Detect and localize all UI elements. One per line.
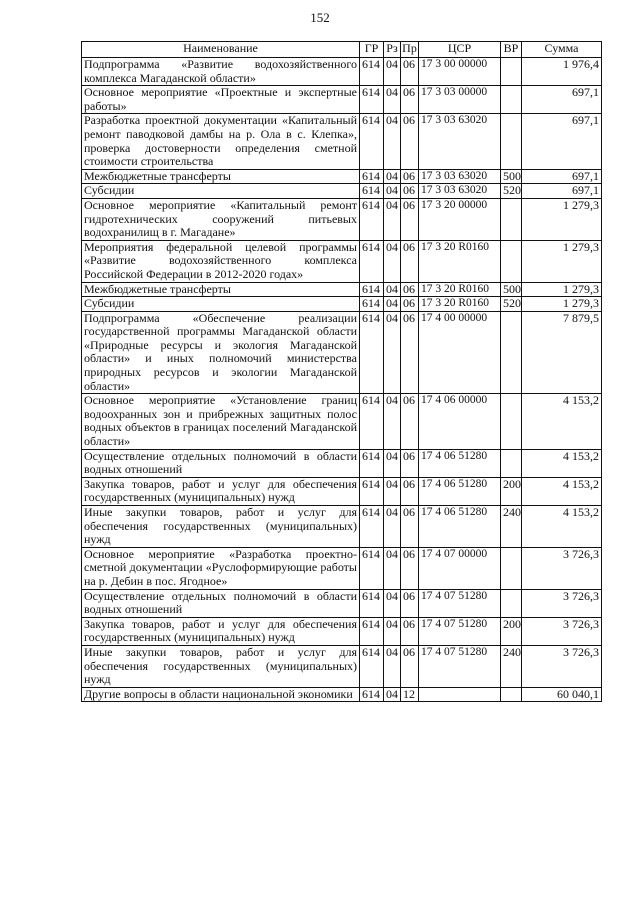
cell-sum: 4 153,2: [522, 477, 602, 505]
table-row: [82, 198, 602, 240]
cell-sum: 3 726,3: [522, 589, 602, 617]
cell-gr: 614: [360, 169, 384, 184]
table-row: [82, 86, 602, 114]
cell-csr: 17 4 06 51280: [419, 449, 501, 477]
cell-vr: 500: [501, 169, 522, 184]
table-header-row: [82, 42, 602, 58]
page-number: 152: [310, 10, 330, 25]
cell-pr: 06: [401, 297, 419, 312]
header-rz: Рз: [384, 42, 401, 58]
table-row: [82, 240, 602, 282]
cell-vr: 500: [501, 282, 522, 297]
cell-sum: 1 279,3: [522, 282, 602, 297]
cell-name: Субсидии: [82, 297, 360, 312]
cell-pr: 06: [401, 198, 419, 240]
cell-gr: 614: [360, 58, 384, 86]
table-row: [82, 547, 602, 589]
cell-rz: 04: [384, 114, 401, 169]
cell-pr: 06: [401, 86, 419, 114]
cell-pr: 06: [401, 506, 419, 548]
table-row: [82, 297, 602, 312]
header-sum: Сумма: [522, 42, 602, 58]
cell-name: Другие вопросы в области национальной экономики: [82, 687, 360, 702]
cell-name: Основное мероприятие «Разработка проектно-сметной документации «Руслоформирующие работы на р. Дебин в пос. Ягодное»: [82, 547, 360, 589]
table-row: [82, 617, 602, 645]
table-row: [82, 169, 602, 184]
cell-vr: [501, 687, 522, 702]
table-row: [82, 282, 602, 297]
cell-csr: 17 3 20 00000: [419, 198, 501, 240]
cell-sum: 1 976,4: [522, 58, 602, 86]
cell-pr: 06: [401, 394, 419, 449]
cell-gr: 614: [360, 506, 384, 548]
cell-rz: 04: [384, 198, 401, 240]
table-row: [82, 589, 602, 617]
cell-name: Основное мероприятие «Капитальный ремонт гидротехнических сооружений питьевых водохранилищ в г. Магадане»: [82, 198, 360, 240]
cell-vr: [501, 198, 522, 240]
cell-rz: 04: [384, 169, 401, 184]
cell-name: Субсидии: [82, 184, 360, 199]
cell-rz: 04: [384, 240, 401, 282]
cell-name: Межбюджетные трансферты: [82, 282, 360, 297]
cell-sum: 3 726,3: [522, 547, 602, 589]
cell-gr: 614: [360, 394, 384, 449]
cell-name: Иные закупки товаров, работ и услуг для обеспечения государственных (муниципальных) нужд: [82, 506, 360, 548]
cell-gr: 614: [360, 198, 384, 240]
cell-rz: 04: [384, 645, 401, 687]
cell-vr: 520: [501, 184, 522, 199]
cell-vr: [501, 547, 522, 589]
cell-sum: 3 726,3: [522, 617, 602, 645]
header-vr: ВР: [501, 42, 522, 58]
cell-gr: 614: [360, 645, 384, 687]
cell-gr: 614: [360, 240, 384, 282]
cell-sum: 4 153,2: [522, 449, 602, 477]
header-name: Наименование: [82, 42, 360, 58]
cell-name: Иные закупки товаров, работ и услуг для обеспечения государственных (муниципальных) нужд: [82, 645, 360, 687]
cell-name: Межбюджетные трансферты: [82, 169, 360, 184]
cell-rz: 04: [384, 282, 401, 297]
table-row: [82, 114, 602, 169]
cell-vr: [501, 86, 522, 114]
cell-csr: 17 4 07 00000: [419, 547, 501, 589]
cell-pr: 06: [401, 184, 419, 199]
cell-vr: [501, 311, 522, 394]
cell-pr: 12: [401, 687, 419, 702]
cell-name: Закупка товаров, работ и услуг для обеспечения государственных (муниципальных) нужд: [82, 477, 360, 505]
cell-vr: 200: [501, 477, 522, 505]
cell-rz: 04: [384, 506, 401, 548]
cell-rz: 04: [384, 477, 401, 505]
cell-csr: 17 4 07 51280: [419, 589, 501, 617]
cell-rz: 04: [384, 297, 401, 312]
header-csr: ЦСР: [419, 42, 501, 58]
cell-gr: 614: [360, 589, 384, 617]
cell-pr: 06: [401, 240, 419, 282]
cell-sum: 697,1: [522, 184, 602, 199]
cell-csr: 17 4 06 51280: [419, 477, 501, 505]
cell-vr: [501, 58, 522, 86]
cell-rz: 04: [384, 617, 401, 645]
cell-vr: 200: [501, 617, 522, 645]
cell-pr: 06: [401, 114, 419, 169]
cell-pr: 06: [401, 589, 419, 617]
table-row: [82, 394, 602, 449]
cell-vr: [501, 394, 522, 449]
cell-name: Подпрограмма «Обеспечение реализации государственной программы Магаданской области «Природные ресурсы и экология Магаданской области» и иных полномочий министерства природных ресурсов и экологии Магаданской области»: [82, 311, 360, 394]
cell-vr: [501, 114, 522, 169]
cell-rz: 04: [384, 394, 401, 449]
cell-gr: 614: [360, 86, 384, 114]
table-row: [82, 311, 602, 394]
table-row: [82, 184, 602, 199]
cell-gr: 614: [360, 184, 384, 199]
cell-vr: 520: [501, 297, 522, 312]
cell-name: Основное мероприятие «Установление границ водоохранных зон и прибрежных защитных полос водных объектов в границах поселений Магаданской области»: [82, 394, 360, 449]
cell-name: Разработка проектной документации «Капитальный ремонт паводковой дамбы на р. Ола в с. Клепка», проверка достоверности определения сметной стоимости строительства: [82, 114, 360, 169]
cell-csr: 17 3 03 00000: [419, 86, 501, 114]
table-row: [82, 477, 602, 505]
cell-csr: 17 4 06 00000: [419, 394, 501, 449]
cell-csr: [419, 687, 501, 702]
cell-pr: 06: [401, 311, 419, 394]
cell-name: Закупка товаров, работ и услуг для обеспечения государственных (муниципальных) нужд: [82, 617, 360, 645]
cell-gr: 614: [360, 114, 384, 169]
cell-gr: 614: [360, 547, 384, 589]
cell-sum: 1 279,3: [522, 240, 602, 282]
cell-csr: 17 3 03 63020: [419, 184, 501, 199]
cell-gr: 614: [360, 617, 384, 645]
cell-csr: 17 3 00 00000: [419, 58, 501, 86]
cell-pr: 06: [401, 169, 419, 184]
cell-pr: 06: [401, 617, 419, 645]
cell-vr: [501, 240, 522, 282]
cell-sum: 60 040,1: [522, 687, 602, 702]
cell-csr: 17 3 20 R0160: [419, 297, 501, 312]
cell-csr: 17 3 03 63020: [419, 114, 501, 169]
cell-sum: 7 879,5: [522, 311, 602, 394]
cell-csr: 17 4 07 51280: [419, 617, 501, 645]
cell-rz: 04: [384, 86, 401, 114]
cell-pr: 06: [401, 449, 419, 477]
cell-gr: 614: [360, 311, 384, 394]
cell-rz: 04: [384, 311, 401, 394]
cell-sum: 4 153,2: [522, 394, 602, 449]
cell-gr: 614: [360, 477, 384, 505]
cell-sum: 4 153,2: [522, 506, 602, 548]
table-row: [82, 58, 602, 86]
table-row: [82, 449, 602, 477]
budget-table: [81, 41, 602, 702]
cell-csr: 17 3 20 R0160: [419, 240, 501, 282]
cell-name: Подпрограмма «Развитие водохозяйственного комплекса Магаданской области»: [82, 58, 360, 86]
cell-sum: 3 726,3: [522, 645, 602, 687]
cell-sum: 1 279,3: [522, 198, 602, 240]
cell-pr: 06: [401, 477, 419, 505]
cell-csr: 17 3 03 63020: [419, 169, 501, 184]
cell-name: Осуществление отдельных полномочий в области водных отношений: [82, 449, 360, 477]
cell-vr: [501, 449, 522, 477]
table-row: [82, 506, 602, 548]
cell-sum: 697,1: [522, 114, 602, 169]
cell-sum: 697,1: [522, 86, 602, 114]
cell-csr: 17 4 00 00000: [419, 311, 501, 394]
cell-rz: 04: [384, 687, 401, 702]
cell-rz: 04: [384, 589, 401, 617]
cell-sum: 1 279,3: [522, 297, 602, 312]
cell-name: Осуществление отдельных полномочий в области водных отношений: [82, 589, 360, 617]
table-row: [82, 687, 602, 702]
cell-rz: 04: [384, 58, 401, 86]
cell-sum: 697,1: [522, 169, 602, 184]
cell-csr: 17 3 20 R0160: [419, 282, 501, 297]
cell-gr: 614: [360, 687, 384, 702]
cell-csr: 17 4 07 51280: [419, 645, 501, 687]
cell-vr: 240: [501, 506, 522, 548]
cell-name: Основное мероприятие «Проектные и экспертные работы»: [82, 86, 360, 114]
header-gr: ГР: [360, 42, 384, 58]
cell-csr: 17 4 06 51280: [419, 506, 501, 548]
cell-rz: 04: [384, 449, 401, 477]
cell-gr: 614: [360, 297, 384, 312]
cell-gr: 614: [360, 449, 384, 477]
cell-rz: 04: [384, 184, 401, 199]
cell-pr: 06: [401, 58, 419, 86]
cell-name: Мероприятия федеральной целевой программы «Развитие водохозяйственного комплекса Российской Федерации в 2012-2020 годах»: [82, 240, 360, 282]
cell-rz: 04: [384, 547, 401, 589]
header-pr: Пр: [401, 42, 419, 58]
cell-vr: 240: [501, 645, 522, 687]
table-row: [82, 645, 602, 687]
cell-pr: 06: [401, 547, 419, 589]
cell-pr: 06: [401, 645, 419, 687]
cell-pr: 06: [401, 282, 419, 297]
cell-gr: 614: [360, 282, 384, 297]
cell-vr: [501, 589, 522, 617]
